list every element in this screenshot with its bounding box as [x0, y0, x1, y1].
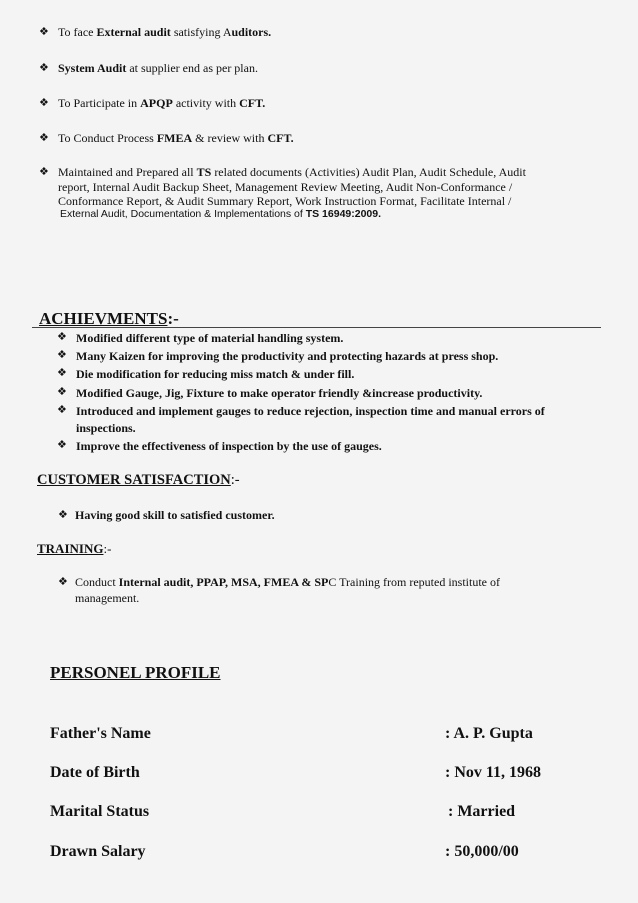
text-segment: TS 16949:2009. — [305, 208, 382, 220]
list-item — [39, 131, 559, 146]
profile-label: Marital Status — [50, 803, 150, 820]
text-segment: & review with — [192, 131, 268, 145]
text-segment: activity with — [172, 96, 240, 110]
text-segment: Conduct — [75, 575, 119, 589]
diamond-bullet-icon: ❖ — [39, 165, 49, 178]
list-item — [58, 508, 598, 522]
diamond-bullet-icon: ❖ — [57, 348, 67, 361]
item-text: Introduced and implement gauges to reduce rejection, inspection time and manual errors of inspections. — [76, 404, 545, 435]
item-text — [58, 96, 559, 111]
item-text: Modified Gauge, Jig, Fixture to make operator friendly &increase productivity. — [76, 386, 483, 400]
text-segment: External Audit, Documentation & Implementations of — [60, 208, 306, 220]
heading-suffix: :- — [167, 309, 179, 328]
diamond-bullet-icon: ❖ — [57, 385, 67, 398]
list-item — [39, 25, 559, 40]
profile-label: Drawn Salary — [50, 843, 146, 860]
text-segment: FMEA — [156, 131, 193, 145]
heading-suffix: :- — [103, 541, 112, 556]
heading-suffix: :- — [230, 472, 240, 488]
profile-value: : Married — [448, 803, 516, 820]
profile-label: Father's Name — [50, 725, 151, 742]
text-segment: To face — [58, 25, 97, 39]
profile-row — [50, 803, 570, 823]
item-text — [58, 61, 559, 76]
text-segment: To Participate in — [58, 96, 141, 110]
text-segment: Internal audit, PPAP, MSA, FMEA & SP — [118, 575, 329, 589]
diamond-bullet-icon: ❖ — [58, 575, 68, 588]
training-heading — [37, 541, 111, 557]
heading-text: CUSTOMER SATISFACTION — [37, 472, 231, 488]
diamond-bullet-icon: ❖ — [57, 438, 67, 451]
diamond-bullet-icon: ❖ — [57, 330, 67, 343]
customer-satisfaction-heading — [37, 472, 240, 489]
heading-text: TRAINING — [37, 541, 104, 556]
diamond-bullet-icon: ❖ — [57, 366, 67, 379]
text-segment: CFT. — [239, 96, 266, 110]
diamond-bullet-icon: ❖ — [39, 61, 49, 74]
heading-text: PERSONEL PROFILE — [50, 663, 221, 682]
text-segment: C Training from reputed institute of management. — [75, 575, 500, 605]
item-text: Improve the effectiveness of inspection by the use of gauges. — [76, 439, 382, 453]
text-segment: TS — [196, 165, 212, 179]
profile-label: Date of Birth — [50, 764, 140, 781]
item-text — [58, 25, 559, 40]
item-text — [58, 165, 559, 209]
list-item — [57, 438, 587, 455]
item-text: Many Kaizen for improving the productivity and protecting hazards at press shop. — [76, 349, 499, 363]
text-segment: Maintained and Prepared all — [58, 165, 197, 179]
divider — [32, 327, 601, 328]
profile-value: : 50,000/00 — [445, 843, 519, 860]
text-segment: CFT. — [267, 131, 294, 145]
list-item — [57, 385, 587, 402]
text-segment: External audit — [96, 25, 171, 39]
profile-row — [50, 764, 570, 784]
list-item — [58, 574, 548, 606]
text-segment: To Conduct Process — [58, 131, 157, 145]
list-item — [57, 403, 587, 437]
item-text: Having good skill to satisfied customer. — [75, 508, 275, 522]
diamond-bullet-icon: ❖ — [39, 25, 49, 38]
text-segment: APQP — [140, 96, 173, 110]
item-text: Modified different type of material handling system. — [76, 331, 344, 345]
item-text — [75, 574, 548, 606]
list-item — [39, 165, 559, 209]
diamond-bullet-icon: ❖ — [39, 96, 49, 109]
profile-value: : A. P. Gupta — [445, 725, 533, 742]
achievements-heading — [39, 309, 179, 329]
item-text: Die modification for reducing miss match & under fill. — [76, 367, 355, 381]
list-item — [39, 61, 559, 76]
heading-text: ACHIEVMENTS — [39, 309, 168, 328]
profile-row — [50, 843, 570, 863]
text-segment: System Audit — [58, 61, 127, 75]
list-item — [39, 96, 559, 111]
profile-value: : Nov 11, 1968 — [445, 764, 541, 781]
list-item — [57, 348, 587, 365]
text-segment: satisfying A — [170, 25, 232, 39]
personal-profile-heading — [50, 663, 221, 683]
diamond-bullet-icon: ❖ — [57, 403, 67, 416]
item-text — [58, 131, 559, 146]
text-segment: uditors. — [231, 25, 272, 39]
profile-row — [50, 725, 570, 745]
text-segment: related documents (Activities) Audit Plan, Audit Schedule, Audit report, Internal Audit Backup Sheet, Management Review Meeting, Audit Non-Conformance / Conformance Report, & Audit Summary Report, Work Instruction Format, Facilitate Internal / — [58, 165, 526, 208]
diamond-bullet-icon: ❖ — [39, 131, 49, 144]
text-segment: at supplier end as per plan. — [126, 61, 258, 75]
list-item — [57, 366, 587, 383]
list-item — [57, 330, 587, 347]
list-item-continuation — [60, 208, 381, 220]
diamond-bullet-icon: ❖ — [58, 508, 68, 521]
